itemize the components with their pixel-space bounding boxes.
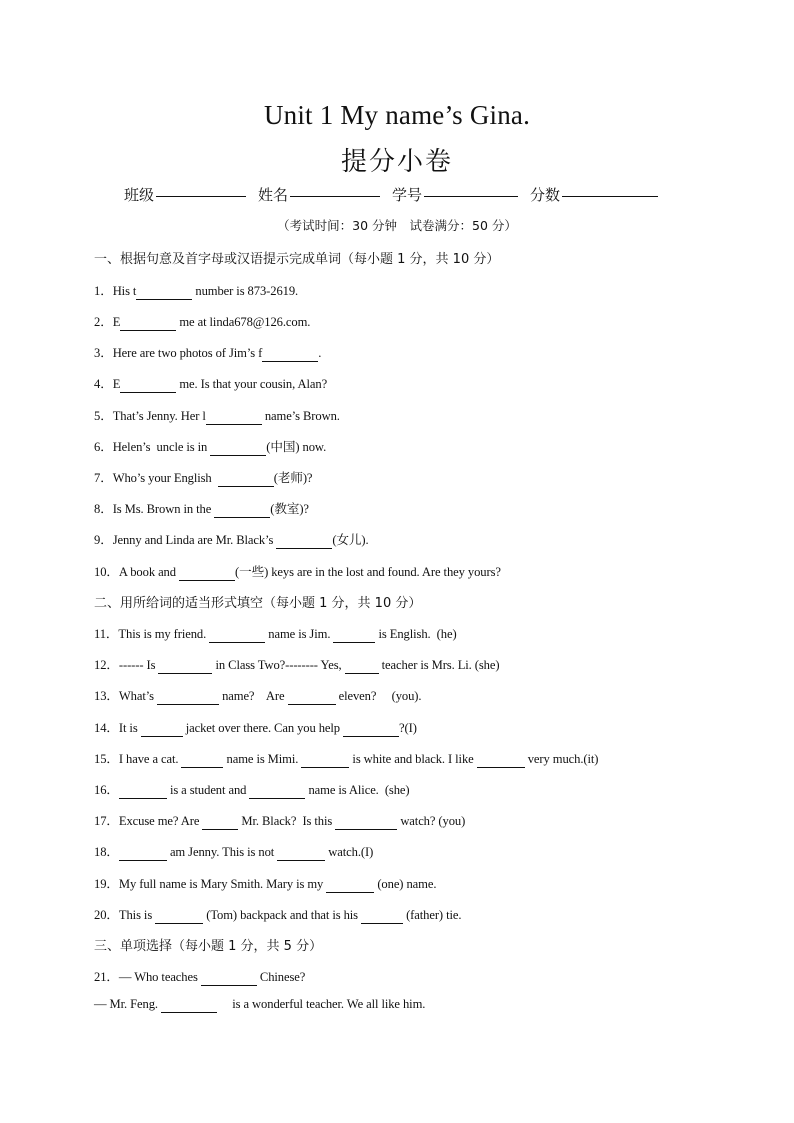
- answer-blank[interactable]: [301, 752, 349, 768]
- answer-blank[interactable]: [136, 284, 192, 300]
- score-blank[interactable]: [562, 195, 658, 197]
- answer-blank[interactable]: [288, 689, 336, 705]
- question-21-response: — Mr. Feng. is a wonderful teacher. We all like him.: [94, 997, 426, 1011]
- question-4: 4．E me. Is that your cousin, Alan?: [94, 377, 328, 391]
- question-10: 10．A book and (一些) keys are in the lost and found. Are they yours?: [94, 565, 501, 579]
- class-field[interactable]: 班级: [124, 184, 246, 205]
- name-field[interactable]: 姓名: [258, 184, 380, 205]
- question-7: 7．Who’s your English (老师)?: [94, 471, 313, 485]
- answer-blank[interactable]: [119, 845, 167, 861]
- answer-blank[interactable]: [333, 627, 375, 643]
- section-heading-3: 三、单项选择（每小题 1 分，共 5 分）: [94, 939, 323, 954]
- student-number-field[interactable]: 学号: [392, 184, 518, 205]
- question-18: 18． am Jenny. This is not watch.(I): [94, 845, 374, 859]
- answer-blank[interactable]: [201, 970, 257, 986]
- answer-blank[interactable]: [218, 471, 274, 487]
- answer-blank[interactable]: [157, 689, 219, 705]
- answer-blank[interactable]: [202, 814, 238, 830]
- answer-blank[interactable]: [158, 658, 212, 674]
- answer-blank[interactable]: [206, 409, 262, 425]
- class-blank[interactable]: [156, 195, 246, 197]
- question-6: 6．Helen’s uncle is in (中国) now.: [94, 440, 327, 454]
- question-17: 17．Excuse me? Are Mr. Black? Is this watch? (you): [94, 814, 466, 828]
- answer-blank[interactable]: [326, 877, 374, 893]
- question-13: 13．What’s name? Are eleven? (you).: [94, 689, 422, 703]
- answer-blank[interactable]: [277, 845, 325, 861]
- exam-note: （考试时间：30 分钟 试卷满分：50 分）: [277, 218, 517, 233]
- section-heading-1: 一、根据句意及首字母或汉语提示完成单词（每小题 1 分，共 10 分）: [94, 252, 500, 267]
- answer-blank[interactable]: [209, 627, 265, 643]
- question-2: 2．E me at linda678@126.com.: [94, 315, 311, 329]
- question-3: 3．Here are two photos of Jim’s f .: [94, 346, 322, 360]
- question-20: 20．This is (Tom) backpack and that is his (father) tie.: [94, 908, 462, 922]
- question-14: 14．It is jacket over there. Can you help ?(I): [94, 721, 417, 735]
- question-19: 19．My full name is Mary Smith. Mary is my (one) name.: [94, 877, 437, 891]
- page-subtitle: 提分小卷: [340, 147, 453, 177]
- answer-blank[interactable]: [214, 502, 270, 518]
- answer-blank[interactable]: [179, 565, 235, 581]
- question-12: 12．------ Is in Class Two?-------- Yes, teacher is Mrs. Li. (she): [94, 658, 500, 672]
- question-5: 5．That’s Jenny. Her l name’s Brown.: [94, 409, 340, 423]
- question-1: 1．His t number is 873-2619.: [94, 284, 299, 298]
- answer-blank[interactable]: [276, 533, 332, 549]
- student-number-blank[interactable]: [424, 195, 518, 197]
- question-21: 21．— Who teaches Chinese?: [94, 970, 306, 984]
- answer-blank[interactable]: [119, 783, 167, 799]
- page-title: Unit 1 My name’s Gina.: [263, 100, 531, 130]
- name-blank[interactable]: [290, 195, 380, 197]
- question-16: 16． is a student and name is Alice. (she): [94, 783, 410, 797]
- score-field[interactable]: 分数: [530, 184, 658, 205]
- question-11: 11．This is my friend. name is Jim. is English. (he): [94, 627, 457, 641]
- student-info-row: [124, 184, 658, 205]
- answer-blank[interactable]: [161, 997, 217, 1013]
- answer-blank[interactable]: [262, 346, 318, 362]
- answer-blank[interactable]: [141, 721, 183, 737]
- answer-blank[interactable]: [345, 658, 379, 674]
- answer-blank[interactable]: [181, 752, 223, 768]
- answer-blank[interactable]: [210, 440, 266, 456]
- answer-blank[interactable]: [343, 721, 399, 737]
- answer-blank[interactable]: [249, 783, 305, 799]
- answer-blank[interactable]: [120, 315, 176, 331]
- question-9: 9．Jenny and Linda are Mr. Black’s (女儿).: [94, 533, 369, 547]
- answer-blank[interactable]: [335, 814, 397, 830]
- answer-blank[interactable]: [477, 752, 525, 768]
- question-15: 15．I have a cat. name is Mimi. is white and black. I like very much.(it): [94, 752, 599, 766]
- answer-blank[interactable]: [120, 377, 176, 393]
- section-heading-2: 二、用所给词的适当形式填空（每小题 1 分，共 10 分）: [94, 596, 422, 611]
- question-8: 8．Is Ms. Brown in the (教室)?: [94, 502, 309, 516]
- answer-blank[interactable]: [155, 908, 203, 924]
- answer-blank[interactable]: [361, 908, 403, 924]
